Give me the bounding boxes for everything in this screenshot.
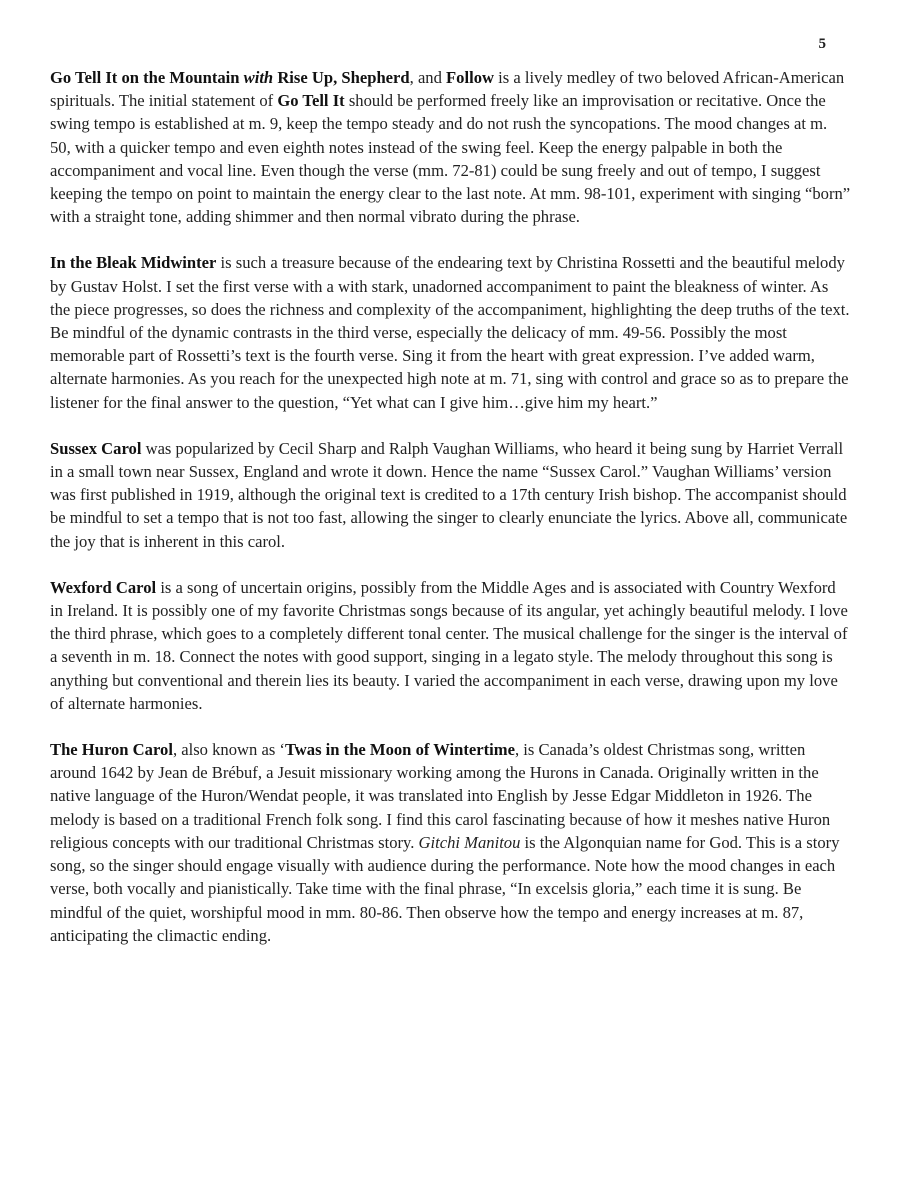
song-title: Follow <box>446 68 494 87</box>
song-title: Rise Up, Shepherd <box>277 68 410 87</box>
song-title: The Huron Carol <box>50 740 173 760</box>
song-title: Go Tell It <box>277 91 345 111</box>
body-text: should be performed freely like an improvisation or recitative. Once the swing tempo is established at m. 9, keep the tempo steady and do not rush the syncopations. The mood changes at m. 50, with a quicker tempo and even eighth notes instead of the swing feel. Keep the energy palpable in both the accompaniment and vocal line. Even though the verse (mm. 72-81) could be sung freely and out of tempo, I suggest keeping the tempo on point to maintain the energy clear to the last note. At mm. 98-101, experiment with singing “born” with a straight tone, adding shimmer and then normal vibrato during the phrase. <box>50 91 851 227</box>
body-text: is a song of uncertain origins, possibly from the Middle Ages and is associated with Country Wexford in Ireland. It is possibly one of my favorite Christmas songs because of its angular, yet achingly beautiful melody. I love the third phrase, which goes to a completely different tonal center. The musical challenge for the singer is the interval of a seventh in m. 18. Connect the notes with good support, singing in a legato style. The melody throughout this song is anything but conventional and therein lies its beauty. I varied the accompaniment in each verse, drawing upon my love of alternate harmonies. <box>50 577 848 713</box>
song-title: Go Tell It on the Mountain <box>50 68 240 87</box>
paragraph-huron-carol <box>50 738 852 947</box>
body-text: was popularized by Cecil Sharp and Ralph Vaughan Williams, who heard it being sung by Harriet Verrall in a small town near Sussex, England and wrote it down. Hence the name “Sussex Carol.” Vaughan Williams’ version was first published in 1919, although the original text is credited to a 17th century Irish bishop. The accompanist should be mindful to set a tempo that is not too fast, allowing the singer to clearly enunciate the lyrics. Above all, communicate the joy that is inherent in this carol. <box>50 438 848 551</box>
song-title: Sussex Carol <box>50 438 142 458</box>
song-title: In the Bleak Midwinter <box>50 253 217 273</box>
paragraph-bleak-midwinter <box>50 251 852 413</box>
paragraph-go-tell-it <box>50 66 852 228</box>
paragraph-wexford-carol <box>50 576 852 715</box>
title-connector: with <box>243 68 274 87</box>
body-text: is such a treasure because of the endearing text by Christina Rossetti and the beautiful melody by Gustav Holst. I set the first verse with a with stark, unadorned accompaniment to paint the bleakness of winter. As the piece progresses, so does the richness and complexity of the accompaniment, highlighting the deep truths of the text. Be mindful of the dynamic contrasts in the third verse, especially the delicacy of mm. 49-56. Possibly the most memorable part of Rossetti’s text is the fourth verse. Sing it from the heart with great expression. I’ve added warm, alternate harmonies. As you reach for the unexpected high note at m. 71, sing with control and grace so as to prepare the listener for the final answer to the question, “Yet what can I give him…give him my heart.” <box>50 253 850 412</box>
italic-term: Gitchi Manitou <box>418 832 521 852</box>
song-title: Wexford Carol <box>50 577 157 597</box>
page-number: 5 <box>818 36 826 52</box>
body-text: , also known as ‘ <box>172 740 285 760</box>
song-title: Twas in the Moon of Wintertime <box>284 740 515 760</box>
paragraph-sussex-carol <box>50 437 852 553</box>
body-text: , is Canada’s oldest Christmas song, written around 1642 by Jean de Brébuf, a Jesuit missionary working among the Hurons in Canada. Originally written in the native language of the Huron/Wendat people, it was translated into English by Jesse Edgar Middleton in 1926. The melody is based on a traditional French folk song. I find this carol fascinating because of how it meshes native Huron religious concepts with our traditional Christmas story. <box>50 740 831 852</box>
body-text: is a lively medley of two beloved African-American spirituals. The initial statement of <box>50 68 845 111</box>
body-text: , and <box>409 68 447 87</box>
body-text: is the Algonquian name for God. This is a story song, so the singer should engage visually with audience during the performance. Note how the mood changes in each verse, both vocally and pianistically. Take time with the final phrase, “In excelsis gloria,” each time it is sung. Be mindful of the quiet, worshipful mood in mm. 80-86. Then observe how the tempo and energy increases at m. 87, anticipating the climactic ending. <box>50 832 840 945</box>
